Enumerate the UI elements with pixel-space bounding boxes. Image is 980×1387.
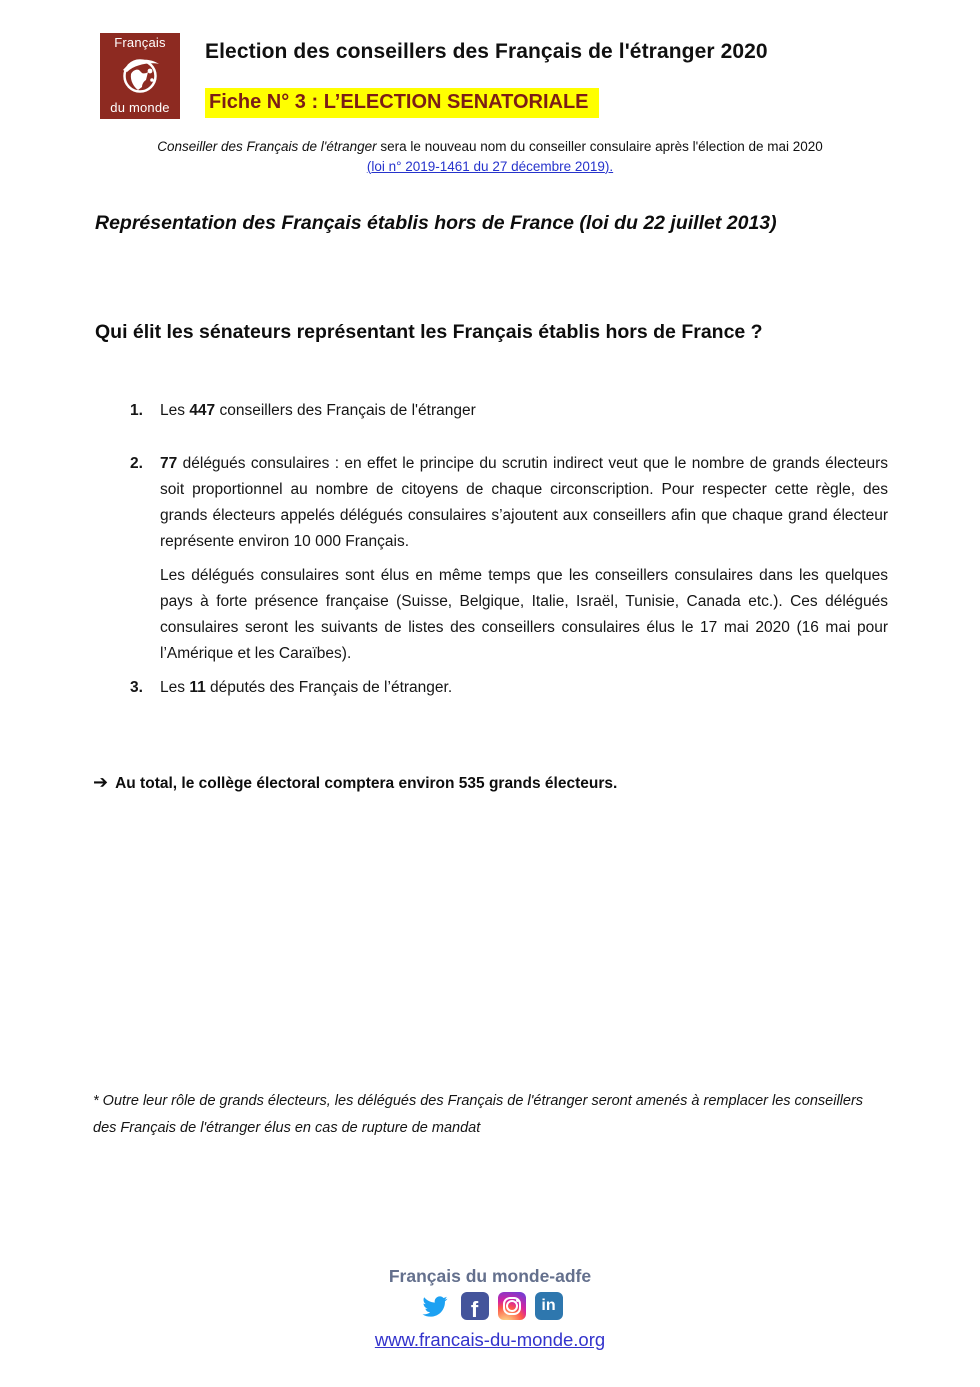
list-subparagraph: Les délégués consulaires sont élus en même temps que les conseillers consulaires dans les quelques pays à forte présence française (Suisse, Belgique, Italie, Israël, Tunisie, Canada etc.). Ces délégués consulaires seront les suivants de listes des conseillers consulaires élus le 17 mai 2020 (16 mai pour l’Amérique et les Caraïbes). <box>160 567 888 662</box>
list-text: 77 délégués consulaires : en effet le principe du scrutin indirect veut que le nombre de grands électeurs soit proportionnel au nombre de citoyens de chaque circonscription. Pour respecter cette règle, des grands électeurs appelés délégués consulaires s’ajoutent aux conseillers afin que chaque grand électeur représente environ 10 000 Français. Les délégués consulaires sont élus en même temps que les conseillers consulaires dans les quelques pays à forte présence française (Suisse, Belgique, Italie, Israël, Tunisie, Canada etc.). Ces délégués consulaires seront les suivants de listes des conseillers consulaires élus le 17 mai 2020 (16 mai pour l’Amérique et les Caraïbes). <box>160 451 888 667</box>
notice-line-1 <box>0 137 980 157</box>
notice-line-2 <box>0 157 980 177</box>
notice-block <box>0 137 980 177</box>
list-number: 2. <box>130 455 143 472</box>
social-icons-row <box>0 1290 980 1322</box>
facebook-icon[interactable]: f <box>461 1292 489 1320</box>
fiche-subtitle: Fiche N° 3 : L’ELECTION SENATORIALE <box>205 88 599 118</box>
list-item <box>130 398 888 424</box>
heading-question: Qui élit les sénateurs représentant les Français établis hors de France ? <box>95 321 763 343</box>
instagram-icon[interactable] <box>498 1292 526 1320</box>
footer-brand: Français du monde-adfe <box>388 1266 592 1286</box>
arrow-icon: ➔ <box>93 772 109 792</box>
org-logo <box>100 33 180 119</box>
page-title: Election des conseillers des Français de l'étranger 2020 <box>205 40 768 63</box>
notice-rest-part: sera le nouveau nom du conseiller consulaire après l'élection de mai 2020 <box>376 139 823 154</box>
list-text: Les 447 conseillers des Français de l'étranger <box>160 402 476 419</box>
list-number: 1. <box>130 402 143 419</box>
footnote: * Outre leur rôle de grands électeurs, les délégués des Français de l'étranger seront amenés à remplacer les conseillers des Français de l'étranger élus en cas de rupture de mandat <box>93 1093 864 1136</box>
elector-list <box>130 398 888 728</box>
list-item <box>130 451 888 667</box>
list-item <box>130 675 888 701</box>
list-number: 3. <box>130 679 143 696</box>
notice-italic-part: Conseiller des Français de l'étranger <box>157 139 377 154</box>
heading-representation: Représentation des Français établis hors de France (loi du 22 juillet 2013) <box>95 212 777 234</box>
total-line <box>93 772 617 793</box>
logo-text-top: Français <box>114 35 166 50</box>
website-link[interactable]: www.francais-du-monde.org <box>374 1329 606 1350</box>
globe-icon <box>117 54 163 96</box>
list-text: Les 11 députés des Français de l’étranger. <box>160 679 453 696</box>
linkedin-icon[interactable]: in <box>535 1292 563 1320</box>
total-text: Au total, le collège électoral comptera environ 535 grands électeurs. <box>115 775 618 792</box>
law-link[interactable]: (loi n° 2019-1461 du 27 décembre 2019). <box>366 159 614 174</box>
page-footer <box>0 1266 980 1351</box>
twitter-icon[interactable] <box>418 1291 452 1321</box>
logo-text-bottom: du monde <box>110 100 170 115</box>
